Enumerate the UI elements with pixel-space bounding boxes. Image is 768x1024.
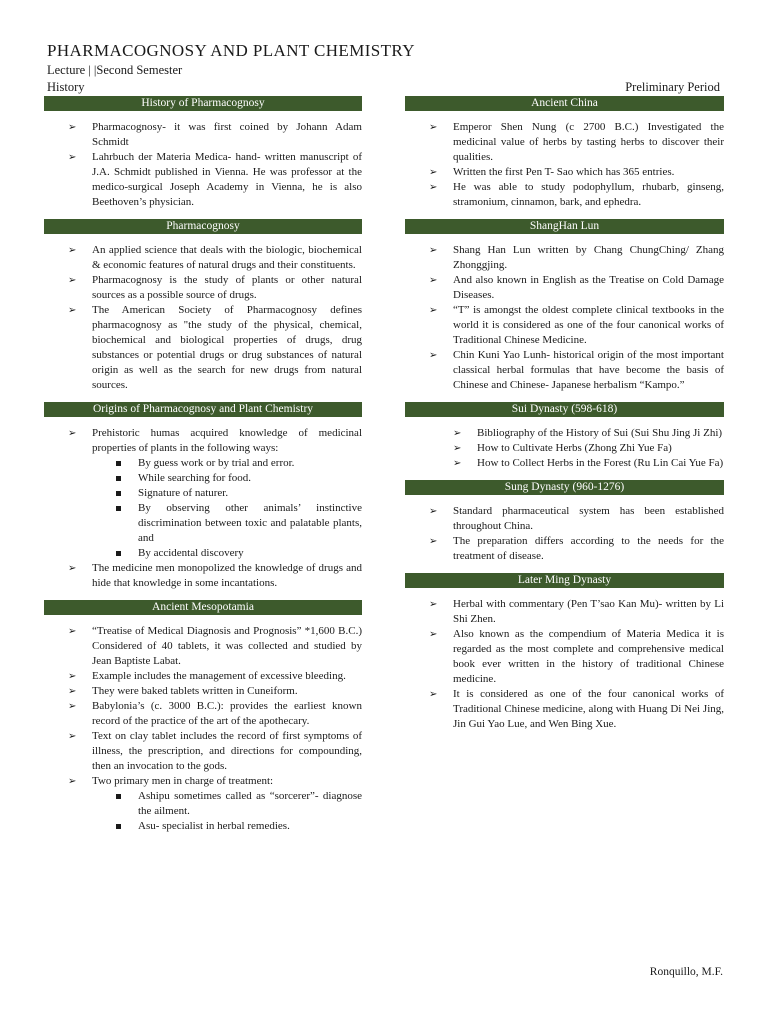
square-bullet-icon (116, 506, 121, 511)
sub-bullet-list (92, 789, 362, 834)
square-bullet-icon (116, 551, 121, 556)
bullet-list (405, 597, 724, 732)
arrowhead-bullet-icon: ➢ (68, 686, 77, 697)
square-bullet-icon (116, 794, 121, 799)
topic-label: History (47, 80, 85, 94)
arrowhead-bullet-icon: ➢ (429, 536, 438, 547)
arrowhead-bullet-icon: ➢ (68, 428, 77, 439)
list-item: ➢ It is considered as one of the four canonical works of Traditional Chinese medicine, along with Huang Di Nei Jing, Jin Gui Yao Lue, and Wen Bing Xue. (429, 688, 724, 730)
sub-list-item: Asu- specialist in herbal remedies. (112, 819, 362, 834)
arrowhead-bullet-icon: ➢ (453, 458, 462, 469)
document-title: PHARMACOGNOSY AND PLANT CHEMISTRY (47, 41, 415, 60)
list-item: ➢ They were baked tablets written in Cuneiform. (68, 685, 298, 697)
square-bullet-icon (116, 491, 121, 496)
list-item: ➢ Shang Han Lun written by Chang ChungChing/ Zhang Zhonggjing. (429, 244, 724, 271)
section-ancient-china (405, 96, 724, 210)
list-item: ➢ Lahrbuch der Materia Medica- hand- written manuscript of J.A. Schmidt published in Vienna. He was professor at the medico-surgical Joseph Academy in Vienna, he is also Beethoven’s physician. (68, 151, 362, 208)
section-later-ming-dynasty (405, 573, 724, 732)
list-item: ➢ The medicine men monopolized the knowledge of drugs and hide that knowledge in some incantations. (68, 562, 362, 589)
section-header: Ancient Mesopotamia (44, 600, 362, 615)
arrowhead-bullet-icon: ➢ (68, 701, 77, 712)
list-item: ➢ The American Society of Pharmacognosy defines pharmacognosy as "the study of the physical, chemical, biochemical and biological properties of drugs, drug substances or potential drugs or drug substances of natural origin as well as the search for new drugs from natural sources. (68, 304, 362, 391)
arrowhead-bullet-icon: ➢ (68, 152, 77, 163)
section-header: Sung Dynasty (960-1276) (405, 480, 724, 495)
arrowhead-bullet-icon: ➢ (68, 563, 77, 574)
sub-list-item: Ashipu sometimes called as “sorcerer”- diagnose the ailment. (112, 789, 362, 819)
list-item: ➢ An applied science that deals with the biologic, biochemical & economic features of natural drugs and their constituents. (68, 244, 362, 271)
section-header: ShangHan Lun (405, 219, 724, 234)
arrowhead-bullet-icon: ➢ (429, 275, 438, 286)
sub-bullet-list (92, 456, 362, 561)
list-item: ➢ Chin Kuni Yao Lunh- historical origin of the most important classical herbal formulas that have become the basis of Chinese and Chinese- Japanese herbalism “Kampo.” (429, 349, 724, 391)
document-subtitle: Lecture | |Second Semester (47, 63, 183, 77)
arrowhead-bullet-icon: ➢ (429, 350, 438, 361)
bullet-list (405, 426, 724, 471)
arrowhead-bullet-icon: ➢ (68, 122, 77, 133)
bullet-list (405, 243, 724, 393)
list-item: ➢ How to Cultivate Herbs (Zhong Zhi Yue Fa) (453, 442, 672, 454)
list-item: ➢ Babylonia’s (c. 3000 B.C.): provides the earliest known record of the practice of the art of the apothecary. (68, 700, 362, 727)
arrowhead-bullet-icon: ➢ (429, 305, 438, 316)
square-bullet-icon (116, 476, 121, 481)
arrowhead-bullet-icon: ➢ (429, 599, 438, 610)
sub-list-item: Signature of naturer. (112, 486, 362, 501)
section-header: History of Pharmacognosy (44, 96, 362, 111)
left-column (44, 96, 362, 843)
list-item: ➢ Prehistoric humas acquired knowledge of medicinal properties of plants in the following ways: By guess work or by trial and error. While searching for food. Signature of naturer. By observing other animals’ instinctive discrimination between toxic and palatable plants, and By accidental discovery (68, 427, 362, 559)
sub-list-item: By observing other animals’ instinctive discrimination between toxic and palatable plants, and (112, 501, 362, 546)
sub-list-item: By accidental discovery (112, 546, 362, 561)
bullet-list (44, 120, 362, 210)
bullet-list (405, 120, 724, 210)
section-header: Sui Dynasty (598-618) (405, 402, 724, 417)
section-origins (44, 402, 362, 591)
arrowhead-bullet-icon: ➢ (68, 776, 77, 787)
arrowhead-bullet-icon: ➢ (429, 167, 438, 178)
bullet-list (405, 504, 724, 564)
arrowhead-bullet-icon: ➢ (68, 245, 77, 256)
list-item: ➢ Pharmacognosy is the study of plants or other natural sources as a possible source of drugs. (68, 274, 362, 301)
list-item: ➢ “Treatise of Medical Diagnosis and Prognosis” *1,600 B.C.) Considered of 40 tablets, it was collected and studied by Jean Baptiste Labat. (68, 625, 362, 667)
arrowhead-bullet-icon: ➢ (68, 626, 77, 637)
right-column (405, 96, 724, 741)
arrowhead-bullet-icon: ➢ (68, 731, 77, 742)
square-bullet-icon (116, 824, 121, 829)
list-item: ➢ Emperor Shen Nung (c 2700 B.C.) Investigated the medicinal value of herbs by tasting herbs to discover their qualities. (429, 121, 724, 163)
list-item: ➢ Pharmacognosy- it was first coined by Johann Adam Schmidt (68, 121, 362, 148)
square-bullet-icon (116, 461, 121, 466)
list-item: ➢ He was able to study podophyllum, rhubarb, ginseng, stramonium, cinnamon, bark, and ephedra. (429, 181, 724, 208)
list-item: ➢ Herbal with commentary (Pen T’sao Kan Mu)- written by Li Shi Zhen. (429, 598, 724, 625)
section-ancient-mesopotamia (44, 600, 362, 834)
section-sung-dynasty (405, 480, 724, 564)
list-item: ➢ Text on clay tablet includes the record of first symptoms of illness, the prescription, and directions for compounding, then an invocation to the gods. (68, 730, 362, 772)
footer-author: Ronquillo, M.F. (649, 966, 723, 978)
list-item: ➢ And also known in English as the Treatise on Cold Damage Diseases. (429, 274, 724, 301)
bullet-list (44, 243, 362, 393)
sub-list-item: While searching for food. (112, 471, 362, 486)
section-header: Pharmacognosy (44, 219, 362, 234)
arrowhead-bullet-icon: ➢ (68, 275, 77, 286)
arrowhead-bullet-icon: ➢ (453, 443, 462, 454)
list-item: ➢ How to Collect Herbs in the Forest (Ru Lin Cai Yue Fa) (453, 457, 724, 469)
section-history-of-pharmacognosy (44, 96, 362, 210)
section-header: Ancient China (405, 96, 724, 111)
bullet-list (44, 624, 362, 834)
list-item: ➢ Standard pharmaceutical system has been established throughout China. (429, 505, 724, 532)
section-sui-dynasty (405, 402, 724, 471)
sub-list-item: By guess work or by trial and error. (112, 456, 362, 471)
list-item: ➢ Written the first Pen T- Sao which has 365 entries. (429, 166, 675, 178)
period-label: Preliminary Period (625, 80, 720, 94)
section-header: Later Ming Dynasty (405, 573, 724, 588)
arrowhead-bullet-icon: ➢ (68, 671, 77, 682)
list-item: ➢ The preparation differs according to the needs for the treatment of disease. (429, 535, 724, 562)
section-pharmacognosy (44, 219, 362, 393)
list-item: ➢ Example includes the management of excessive bleeding. (68, 670, 346, 682)
arrowhead-bullet-icon: ➢ (429, 122, 438, 133)
arrowhead-bullet-icon: ➢ (68, 305, 77, 316)
list-item: ➢ Also known as the compendium of Materia Medica it is regarded as the most complete and comprehensive medical book ever written in the history of traditional Chinese medicine. (429, 628, 724, 685)
arrowhead-bullet-icon: ➢ (429, 182, 438, 193)
arrowhead-bullet-icon: ➢ (429, 506, 438, 517)
bullet-list (44, 426, 362, 591)
arrowhead-bullet-icon: ➢ (453, 428, 462, 439)
section-header: Origins of Pharmacognosy and Plant Chemistry (44, 402, 362, 417)
section-shanghan-lun (405, 219, 724, 393)
list-item: ➢ “T” is amongst the oldest complete clinical textbooks in the world it is considered as one of the four canonical works of Traditional Chinese Medicine. (429, 304, 724, 346)
arrowhead-bullet-icon: ➢ (429, 629, 438, 640)
arrowhead-bullet-icon: ➢ (429, 689, 438, 700)
list-item: ➢ Bibliography of the History of Sui (Sui Shu Jing Ji Zhi) (453, 427, 723, 439)
arrowhead-bullet-icon: ➢ (429, 245, 438, 256)
list-item: ➢ Two primary men in charge of treatment: Ashipu sometimes called as “sorcerer”- diagnose the ailment. Asu- specialist in herbal remedies. (68, 775, 362, 832)
